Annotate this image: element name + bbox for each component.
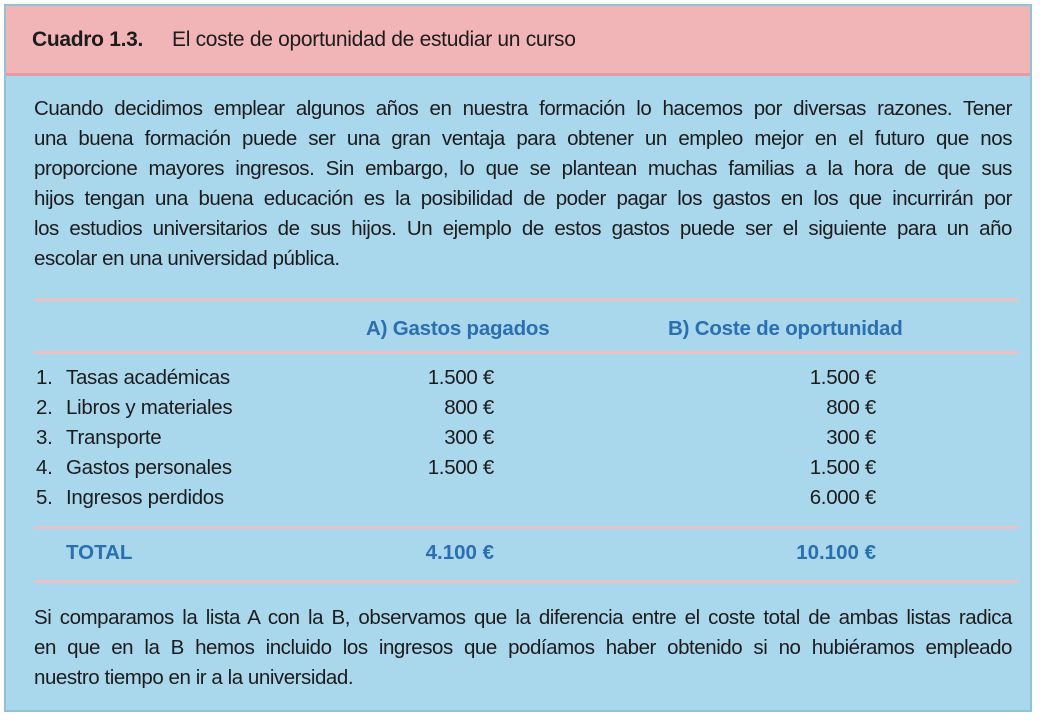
table-row	[6, 426, 1034, 456]
table-row	[6, 366, 1034, 396]
divider	[34, 526, 1018, 529]
row-value-b: 300 €	[826, 426, 876, 449]
intro-line: una buena formación puede ser una gran ventaja para obtener un empleo mejor en el futuro que nos	[34, 127, 1012, 150]
row-number: 4.	[36, 456, 53, 479]
intro-line: Cuando decidimos emplear algunos años en nuestra formación lo hacemos por diversas razones. Tener	[34, 97, 1012, 120]
row-number: 2.	[36, 396, 53, 419]
row-number: 3.	[36, 426, 53, 449]
row-name: Tasas académicas	[66, 366, 230, 389]
intro-line: hijos tengan una buena educación es la posibilidad de poder pagar los gastos en los que incurrirán por	[34, 187, 1012, 210]
box-header	[6, 6, 1030, 76]
row-name: Libros y materiales	[66, 396, 233, 419]
intro-line: los estudios universitarios de sus hijos. Un ejemplo de estos gastos puede ser el siguiente para un año	[34, 217, 1012, 240]
row-name: Transporte	[66, 426, 162, 449]
intro-line: proporcione mayores ingresos. Sin embargo, lo que se plantean muchas familias a la hora de que sus	[34, 157, 1012, 180]
row-value-b: 800 €	[826, 396, 876, 419]
box-title: El coste de oportunidad de estudiar un curso	[172, 28, 576, 51]
row-value-b: 6.000 €	[809, 486, 876, 509]
intro-paragraph	[34, 94, 1012, 274]
row-name: Ingresos perdidos	[66, 486, 224, 509]
conclusion-line: Si comparamos la lista A con la B, observamos que la diferencia entre el coste total de ambas listas radica	[34, 606, 1012, 629]
table-row	[6, 396, 1034, 426]
column-header-b: B) Coste de oportunidad	[668, 317, 903, 340]
row-number: 5.	[36, 486, 53, 509]
row-value-b: 1.500 €	[809, 456, 876, 479]
divider	[34, 351, 1018, 354]
divider	[34, 580, 1018, 583]
row-value-a: 1.500 €	[427, 366, 494, 389]
box-label: Cuadro 1.3.	[32, 28, 144, 51]
row-value-a: 1.500 €	[427, 456, 494, 479]
table-row	[6, 456, 1034, 486]
conclusion-paragraph	[34, 603, 1012, 693]
conclusion-line: nuestro tiempo en ir a la universidad.	[34, 666, 354, 689]
table-row	[6, 486, 1034, 516]
total-label: TOTAL	[66, 541, 133, 564]
conclusion-line: en que en la B hemos incluido los ingresos que podíamos haber obtenido si no hubiéramos empleado	[34, 636, 1012, 659]
row-value-b: 1.500 €	[809, 366, 876, 389]
intro-line: escolar en una universidad pública.	[34, 247, 340, 270]
row-number: 1.	[36, 366, 53, 389]
row-name: Gastos personales	[66, 456, 232, 479]
total-value-a: 4.100 €	[425, 541, 494, 564]
column-header-a: A) Gastos pagados	[366, 317, 550, 340]
row-value-a: 300 €	[444, 426, 494, 449]
divider	[34, 298, 1018, 301]
row-value-a: 800 €	[444, 396, 494, 419]
total-value-b: 10.100 €	[796, 541, 876, 564]
info-box	[4, 4, 1032, 712]
